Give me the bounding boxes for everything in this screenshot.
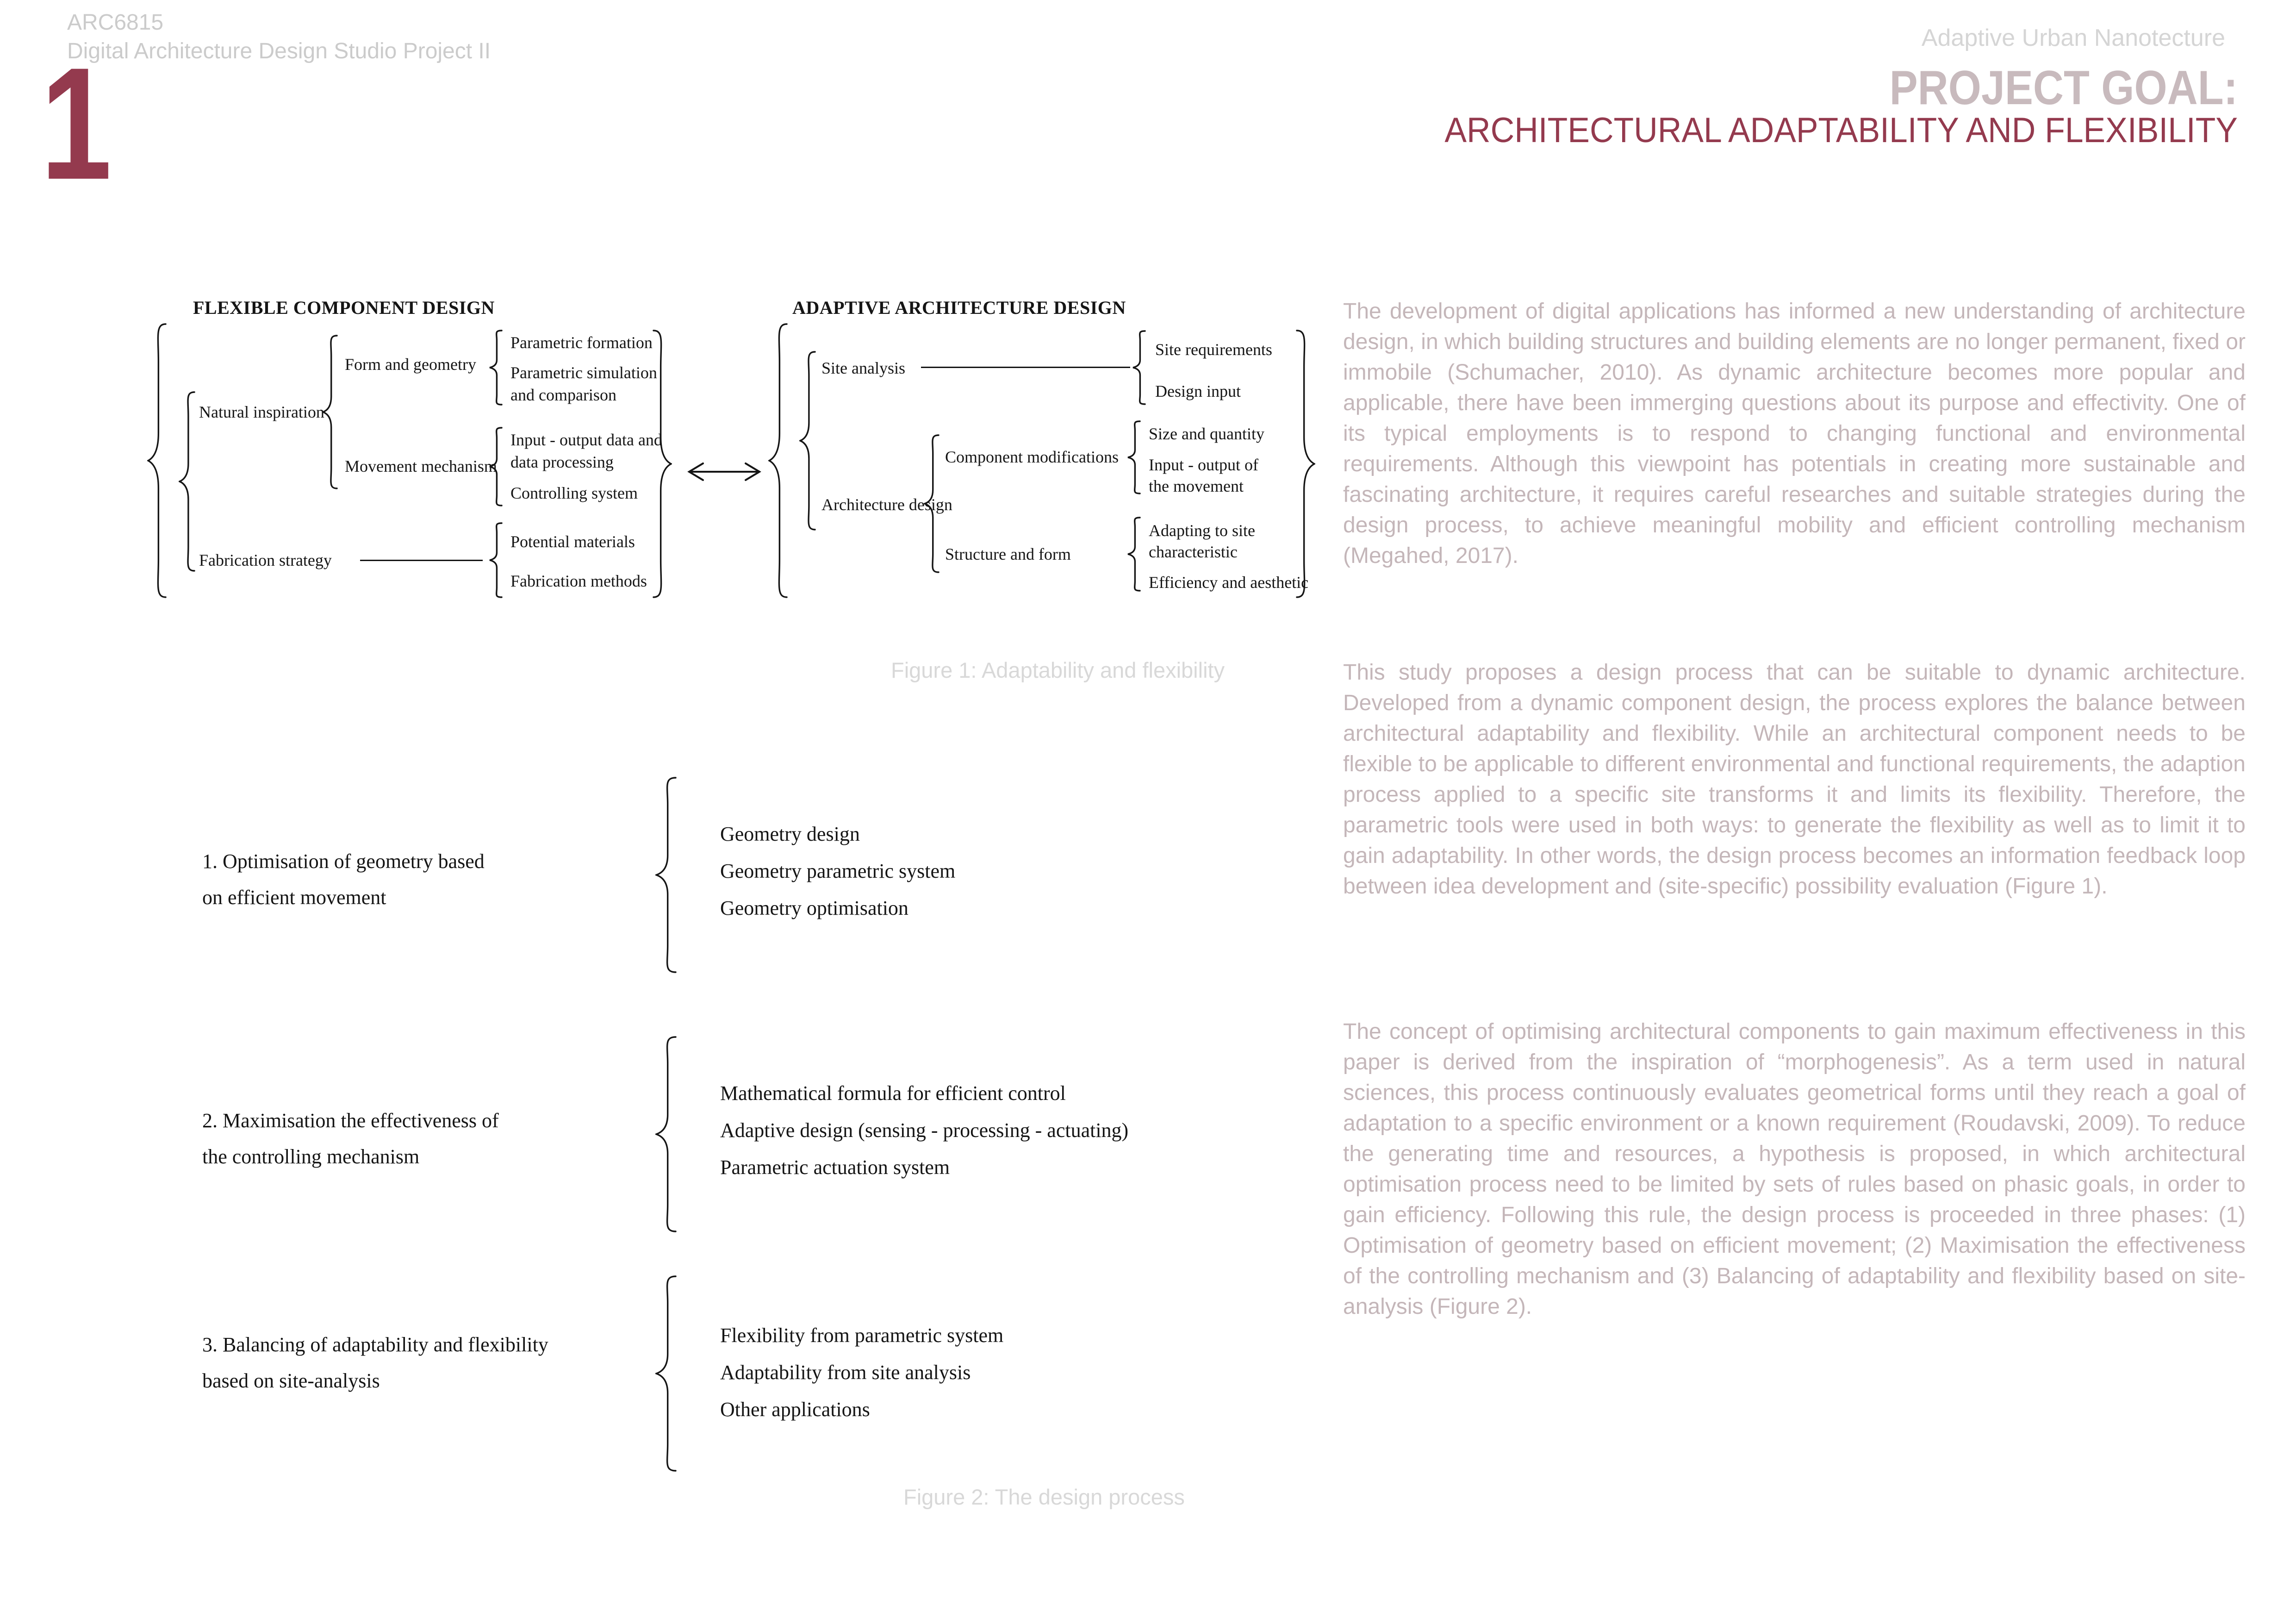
- node-input-output-movement-line1: Input - output of: [1149, 456, 1258, 474]
- phase2-items: [720, 1075, 1128, 1186]
- node-movement-mechanism: Movement mechanism: [345, 457, 497, 475]
- phase1-label: [202, 843, 485, 916]
- figure1-caption: Figure 1: Adaptability and flexibility: [891, 658, 1225, 682]
- project-name: Adaptive Urban Nanotecture: [1921, 25, 2225, 51]
- phase1-label-line1: 1. Optimisation of geometry based: [202, 850, 485, 873]
- phase1-label-line2: on efficient movement: [202, 886, 386, 909]
- node-size-and-quantity: Size and quantity: [1149, 425, 1264, 443]
- page-title-kicker: PROJECT GOAL:: [1889, 61, 2238, 115]
- brace-left-inner: [179, 391, 195, 572]
- phase2-label-line1: 2. Maximisation the effectiveness of: [202, 1109, 499, 1132]
- connector-site-analysis-line: [921, 367, 1130, 368]
- phase3-label-line1: 3. Balancing of adaptability and flexibility: [202, 1333, 548, 1356]
- section-number: 1: [41, 35, 112, 213]
- node-adapting-to-site: [1149, 520, 1255, 562]
- phase3-item: Flexibility from parametric system: [720, 1324, 1004, 1347]
- node-potential-materials: Potential materials: [510, 532, 635, 551]
- phase3-label: [202, 1327, 548, 1399]
- exchange-arrow-icon: [683, 461, 766, 483]
- figure2-caption: Figure 2: The design process: [903, 1485, 1185, 1509]
- brace-left-outer: [147, 323, 167, 598]
- page-title: ARCHITECTURAL ADAPTABILITY AND FLEXIBILITY: [1444, 111, 2238, 150]
- brace-component-children: [1127, 420, 1141, 494]
- node-form-and-geometry: Form and geometry: [345, 355, 476, 374]
- node-input-output-movement-line2: the movement: [1149, 477, 1244, 495]
- brace-right-inner: [799, 351, 816, 531]
- node-controlling-system: Controlling system: [510, 484, 638, 502]
- brace-phase3: [655, 1275, 677, 1472]
- left-tree-title: FLEXIBLE COMPONENT DESIGN: [193, 297, 495, 318]
- brace-structure-children: [1127, 517, 1141, 592]
- phase3-items: [720, 1317, 1003, 1428]
- node-fabrication-strategy: Fabrication strategy: [199, 551, 332, 569]
- node-input-output-data-line2: data processing: [510, 453, 614, 471]
- node-natural-inspiration: Natural inspiration: [199, 403, 324, 421]
- node-parametric-simulation-line1: Parametric simulation: [510, 363, 657, 382]
- phase2-item: Mathematical formula for efficient control: [720, 1082, 1066, 1105]
- node-site-requirements: Site requirements: [1155, 340, 1272, 359]
- node-site-analysis: Site analysis: [821, 359, 905, 377]
- phase1-item: Geometry optimisation: [720, 897, 908, 919]
- brace-natural-children: [322, 335, 338, 489]
- node-design-input: Design input: [1155, 382, 1241, 400]
- brace-fabrication-children: [489, 522, 503, 598]
- brace-site-children: [1132, 330, 1146, 405]
- body-paragraph-2: This study proposes a design process that can be suitable to dynamic architecture. Developed from a dynamic component design, the process explores the balance between architectural adaptability and flexibility. While an architectural component needs to be flexible to be applicable to different environmental and functional requirements, the adaption process applied to a specific site transforms it and limits its flexibility. Therefore, the parametric tools were used in both ways: to generate the flexibility as well as to limit it to gain adaptability. In other words, the design process becomes an information feedback loop between idea development and (site-specific) possibility evaluation (Figure 1).: [1343, 660, 2246, 899]
- node-adapting-to-site-line2: characteristic: [1149, 543, 1238, 561]
- body-paragraph-1: The development of digital applications has informed a new understanding of architecture design, in which building structures and building elements are no longer permanent, fixed or immobile (Schumacher, 2010). As dynamic architecture becomes more popular and applicable, there have been immerging questions about its purpose and effectivity. One of its typical employments is to respond to changing functional and environmental requirements. Although this viewpoint has potentials in creating more sustainable and fascinating architecture, it requires careful researches and suitable strategies during the design process, to achieve meaningful mobility and efficient controlling mechanism (Megahed, 2017).: [1343, 299, 2246, 568]
- body-paragraph-3: The concept of optimising architectural components to gain maximum effectiveness in this paper is derived from the inspiration of “morphogenesis”. As a term used in natural sciences, this process continuously evaluates geometrical forms until they reach a goal of adaptation to a specific environment or a known requirement (Roudavski, 2009). To reduce the generating time and resources, a hypothesis is proposed, in which architectural optimisation process need to be limited by sets of rules based on phasic goals, in order to gain efficiency. Following this rule, the design process is proceeded in three phases: (1) Optimisation of geometry based on efficient movement; (2) Maximisation the effectiveness of the controlling mechanism and (3) Balancing of adaptability and flexibility based on site-analysis (Figure 2).: [1343, 1019, 2246, 1319]
- phase1-item: Geometry parametric system: [720, 860, 956, 882]
- node-parametric-simulation-line2: and comparison: [510, 386, 616, 404]
- brace-phase1: [655, 777, 677, 973]
- phase2-item: Parametric actuation system: [720, 1156, 950, 1179]
- right-tree-title: ADAPTIVE ARCHITECTURE DESIGN: [792, 297, 1126, 318]
- phase3-item: Adaptability from site analysis: [720, 1361, 971, 1384]
- node-input-output-data-line1: Input - output data and: [510, 431, 662, 449]
- brace-right-tree-close: [1296, 330, 1315, 598]
- node-parametric-simulation: [510, 362, 657, 406]
- node-efficiency-aesthetic: Efficiency and aesthetic: [1149, 573, 1309, 592]
- node-component-modifications: Component modifications: [945, 448, 1119, 466]
- brace-phase2: [655, 1036, 677, 1232]
- phase1-items: [720, 816, 955, 927]
- phase2-label: [202, 1103, 499, 1175]
- node-input-output-movement: [1149, 454, 1258, 497]
- course-code: ARC6815: [67, 10, 164, 35]
- node-fabrication-methods: Fabrication methods: [510, 572, 647, 590]
- node-parametric-formation: Parametric formation: [510, 333, 653, 352]
- connector-fabrication-line: [360, 560, 483, 561]
- node-structure-and-form: Structure and form: [945, 545, 1071, 563]
- phase2-item: Adaptive design (sensing - processing - actuating): [720, 1119, 1129, 1142]
- phase3-item: Other applications: [720, 1398, 870, 1421]
- node-input-output-data: [510, 429, 662, 473]
- phase1-item: Geometry design: [720, 823, 860, 845]
- phase3-label-line2: based on site-analysis: [202, 1369, 380, 1392]
- node-architecture-design: Architecture design: [821, 495, 952, 514]
- brace-right-outer: [768, 323, 788, 598]
- course-title: Digital Architecture Design Studio Project II: [67, 39, 491, 63]
- node-adapting-to-site-line1: Adapting to site: [1149, 521, 1255, 540]
- phase2-label-line2: the controlling mechanism: [202, 1145, 420, 1168]
- brace-form-children: [489, 330, 503, 406]
